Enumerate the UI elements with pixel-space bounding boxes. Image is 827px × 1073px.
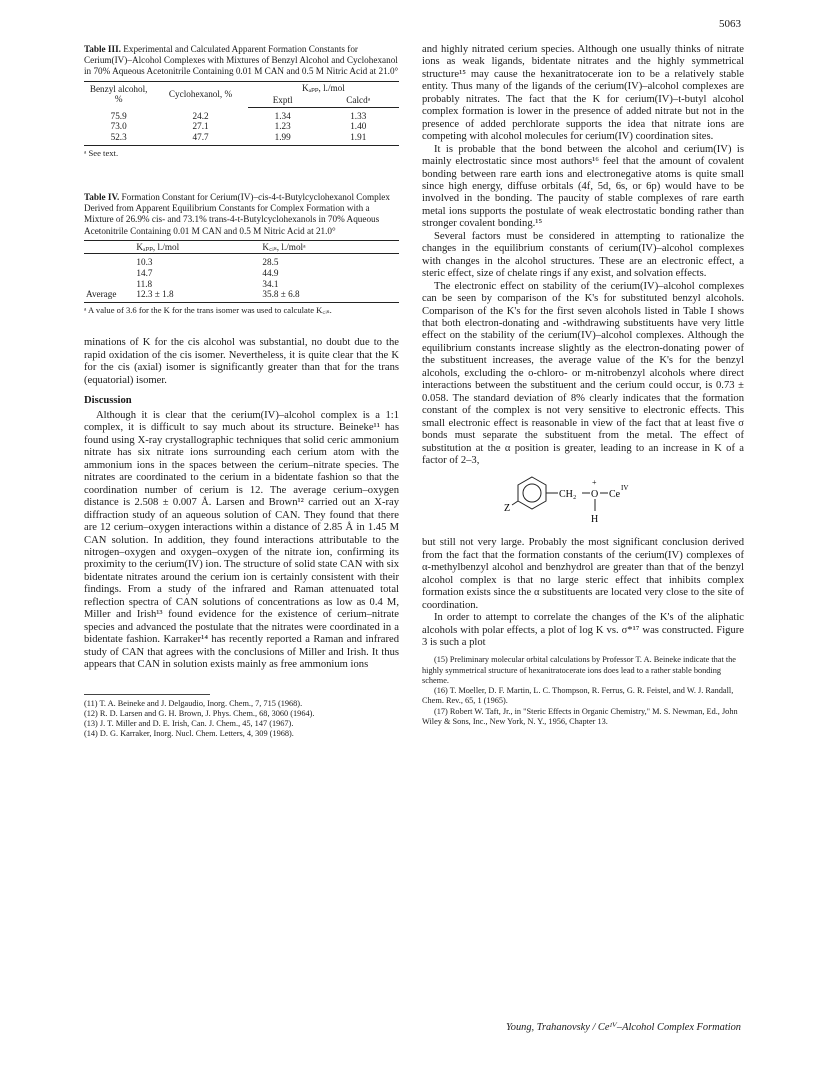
- reference-item: (17) Robert W. Taft, Jr., in "Steric Effects in Organic Chemistry," M. S. Newman, Ed., John Wiley & Sons, Inc., New York, N. Y., 1956, Chapter 13.: [422, 706, 738, 726]
- reference-item: (11) T. A. Beineke and J. Delgaudio, Inorg. Chem., 7, 715 (1968).: [84, 698, 303, 708]
- table-row: [84, 268, 399, 279]
- discussion-heading: Discussion: [84, 394, 132, 406]
- substituent-z-label: Z: [504, 503, 511, 515]
- reference-item: (12) R. D. Larsen and G. H. Brown, J. Phys. Chem., 68, 3060 (1964).: [84, 708, 315, 718]
- hydrogen-label: H: [591, 514, 599, 526]
- table-cell: 73.0: [110, 121, 127, 132]
- table-cell: 12.3 ± 1.8: [134, 289, 260, 302]
- th-exptl: Exptl: [248, 94, 318, 107]
- right-references: [422, 655, 744, 726]
- paragraph-right-1: and highly nitrated cerium species. Although one usually thinks of nitrate ions as weak ligands, bidentate nitrates and the highly symmetrical structure¹⁵ may cause the hexanitratocerate ion to be a relatively stable entity. Thus many of the ligands of the cerium(IV)–alcohol complexes are probably nitrates. The fact that the K for cerium(IV)–t-butyl alcohol complex formation is lower in the presence of added nitrate but not in the presence of added perchlorate supports the idea that nitrate ions are competing with alcohol molecules for cerium(IV) coordination sites.: [422, 44, 744, 143]
- ch2-label: CH₂: [559, 489, 577, 501]
- cerium-oxidation-state: IV: [621, 484, 629, 493]
- table-cell: 1.91: [317, 132, 399, 145]
- table-cell: 24.2: [192, 110, 209, 121]
- table-cell: [84, 268, 134, 279]
- table-iii: [84, 44, 399, 158]
- table-iv-caption: [84, 192, 399, 237]
- th-blank: [84, 240, 134, 254]
- page-number: 5063: [719, 18, 741, 30]
- th-calcd: Calcdᵃ: [317, 94, 399, 107]
- table-cell: 75.9: [110, 110, 127, 121]
- table-cell: 28.5: [262, 257, 279, 268]
- reference-item: (15) Preliminary molecular orbital calculations by Professor T. A. Beineke indicate that the highly symmetrical structure of hexanitratocerate ions does lead to a rather stable bonding scheme.: [422, 655, 736, 685]
- table-cell: 34.1: [262, 278, 279, 289]
- footnote-rule: [84, 694, 210, 695]
- table-cell: 1.23: [274, 121, 291, 132]
- table-row: [84, 254, 399, 268]
- paragraph-right-2: It is probable that the bond between the alcohol and cerium(IV) is mainly electrostatic since most authors¹⁶ feel that the amount of covalent bonding between rare earth ions and electronegative atoms is quite small since high energy, diffuse orbitals (4f, 5d, 6s, or 6p) would have to be involved in the bonding. The paucity of stable complexes of rare earth metal ions supports the postulate of weak electrostatic bonding rather than stronger covalent bonding.¹⁵: [422, 143, 744, 230]
- table-iii-caption-text: Experimental and Calculated Apparent Formation Constants for Cerium(IV)–Alcohol Complexes with Mixtures of Benzyl Alcohol and Cyclohexanol in 70% Aqueous Acetonitrile Containing 0.01 M CAN and 0.5 M Nitric Acid at 21.0°: [84, 44, 399, 77]
- structure-formula: [422, 471, 744, 533]
- table-iii-grid: [84, 81, 399, 146]
- table-cell: 10.3: [136, 257, 153, 268]
- table-cell: [84, 254, 134, 268]
- table-cell: [84, 279, 134, 290]
- paragraph-discussion: Although it is clear that the cerium(IV)–alcohol complex is a 1:1 complex, it is difficult to say much about its structure. Beineke¹¹ has found using X-ray crystallographic techniques that solid ceric ammonium nitrate has six nitrate ions surrounding each cerium atom with the ammonium ions in the spaces between the cerium–nitrate species. The nitrates are coordinated to the cerium in a bidentate fashion so that the coordination number of cerium is 12. The average cerium–oxygen distance is 2.508 ± 0.007 Å. Larsen and Brown¹² carried out an X-ray diffraction study of an aqueous solution of CAN. They found that there are 12 cerium–oxygen interactions within a distance of 2.85 Å in 1.45 M CAN solution. In addition, they found interactions attributable to the nitrogen–oxygen and oxygen–oxygen of the nitrate ion, confirming its proximity to the cerium(IV) ion. The structure of solid state CAN with six bidentate nitrates around the cerium ion is certainly consistent with their findings. From a study of the infrared and Raman attenuated total reflection spectra of CAN solutions of concentrations as low as 0.4 M, Miller and Irish¹³ found evidence for the existence of cerium–nitrate species and advanced the postulate that the nitrates were coordinated in a bidentate fashion. Karraker¹⁴ has recently reported a Raman and infrared study of CAN that agrees with the conclusions of Miller and Irish. It thus appears that CAN in solution exists mainly as free ammonium ions: [84, 409, 399, 671]
- plus-charge: +: [592, 478, 597, 488]
- reference-item: (13) J. T. Miller and D. E. Irish, Can. J. Chem., 45, 147 (1967).: [84, 718, 294, 728]
- table-cell: 47.7: [153, 132, 248, 145]
- table-cell: 1.33: [350, 110, 367, 121]
- oxygen-label: O: [591, 489, 599, 501]
- table-cell: 1.99: [248, 132, 318, 145]
- table-cell: 44.9: [262, 267, 279, 278]
- table-iv-label: Table IV.: [84, 191, 120, 202]
- reference-item: (14) D. G. Karraker, Inorg. Nucl. Chem. Letters, 4, 309 (1968).: [84, 729, 294, 739]
- table-cell: 14.7: [136, 267, 153, 278]
- table-cell: 27.1: [192, 121, 209, 132]
- table-cell: 11.8: [136, 278, 153, 289]
- th-benzyl: Benzyl alcohol, %: [84, 81, 153, 107]
- paragraph-right-3: Several factors must be considered in attempting to rationalize the changes in the equilibrium constants of cerium(IV)–alcohol complexes with changes in the alcohol structures. These are an electronic effect, a steric effect, size of chelate rings if any exist, and solvation effects.: [422, 230, 744, 280]
- table-iv-caption-text: Formation Constant for Cerium(IV)–cis-4-t-Butylcyclohexanol Complex Derived from Apparent Equilibrium Constants for Complex Formation with a Mixture of 26.9% cis- and 73.1% trans-4-t-Butylcyclohexanols in 70% Aqueous Acetonitrile Containing 0.01 M CAN and 0.5 M Nitric Acid at 21.0°: [84, 191, 390, 236]
- paragraph-continued: minations of K for the cis alcohol was substantial, no doubt due to the rapid oxidation of the cis isomer. Nevertheless, it is quite clear that the K for the cis (axial) isomer is significantly greater than that for the trans (equatorial) isomer.: [84, 337, 399, 386]
- table-row: [84, 289, 399, 302]
- paragraph-right-5: but still not very large. Probably the most significant conclusion derived from the fact that the formation constants of the cerium(IV) complexes of α-methylbenzyl alcohol and benzhydrol are greater than that of the benzyl alcohol complex is that no large steric effect that inhibits complex formation exists since the α substituents are located very close to the site of coordination.: [422, 537, 744, 611]
- table-iv-grid: [84, 240, 399, 303]
- cerium-label: Ce: [609, 489, 621, 501]
- table-iii-label: Table III.: [84, 44, 121, 54]
- left-references: [84, 699, 399, 740]
- running-footer: Young, Trahanovsky / Ceᴵⱽ–Alcohol Complex Formation: [505, 1022, 741, 1033]
- th-kapp-group: Kₐₚₚ, l./mol: [248, 81, 399, 94]
- aromatic-circle: [523, 484, 541, 502]
- table-row: [84, 279, 399, 290]
- th-kcis: K꜀ᵢₛ, l./molᵃ: [260, 240, 399, 254]
- benzyl-cerium-structure: [502, 471, 682, 533]
- table-iv-footnote: ᵃ A value of 3.6 for the K for the trans isomer was used to calculate K꜀ᵢₛ.: [84, 304, 332, 315]
- table-cell: 1.34: [274, 110, 291, 121]
- table-cell: 35.8 ± 6.8: [260, 289, 399, 302]
- table-row: [84, 107, 399, 121]
- bond-line: [512, 501, 518, 505]
- table-cell: 1.40: [350, 121, 367, 132]
- table-iii-caption: [84, 44, 399, 78]
- table-cell: Average: [84, 289, 134, 302]
- benzene-ring: [518, 477, 546, 509]
- left-column: [84, 44, 399, 739]
- table-cell: 52.3: [84, 132, 153, 145]
- paragraph-right-6: In order to attempt to correlate the changes of the K's of the aliphatic alcohols with polar effects, a plot of log K vs. σ*¹⁷ was constructed. Figure 3 is such a plot: [422, 612, 744, 649]
- table-iii-footnote: ᵃ See text.: [84, 147, 119, 158]
- table-iv: [84, 192, 399, 315]
- paragraph-right-4: The electronic effect on stability of the cerium(IV)–alcohol complexes can be seen by comparison of the K's for substituted benzyl alcohols. Comparison of the K's for the first seven alcohols listed in Table I shows that both electron-donating and -withdrawing substituents have very little effect on the stability of the cerium(IV)–alcohol complexes. Although the equilibrium constants increase slightly as the electron-donating power of the substituent increases, the average value of the K's for the benzyl alcohols, excluding the o-chloro- or m-nitrobenzyl alcohols where direct interactions between the substituent and the cerium could occur, is 0.73 ± 0.058. The standard deviation of 8% clearly indicates that the formation constant of the complex is not very sensitive to electronic effects. This small electronic effect is reasonable in view of the fact that at least five σ bonds must separate the substituent from the metal. The effect of substitution at the α position is greater, leading to an increase in K of a factor of 2–3,: [422, 280, 744, 466]
- reference-item: (16) T. Moeller, D. F. Martin, L. C. Thompson, R. Ferrus, G. R. Feistel, and W. J. Randall, Chem. Rev., 65, 1 (1965).: [422, 686, 734, 706]
- table-row: [84, 132, 399, 145]
- th-kapp: Kₐₚₚ, l./mol: [134, 240, 260, 254]
- th-cyclohexanol: Cyclohexanol, %: [153, 81, 248, 107]
- right-column: [422, 44, 744, 727]
- table-row: [84, 121, 399, 132]
